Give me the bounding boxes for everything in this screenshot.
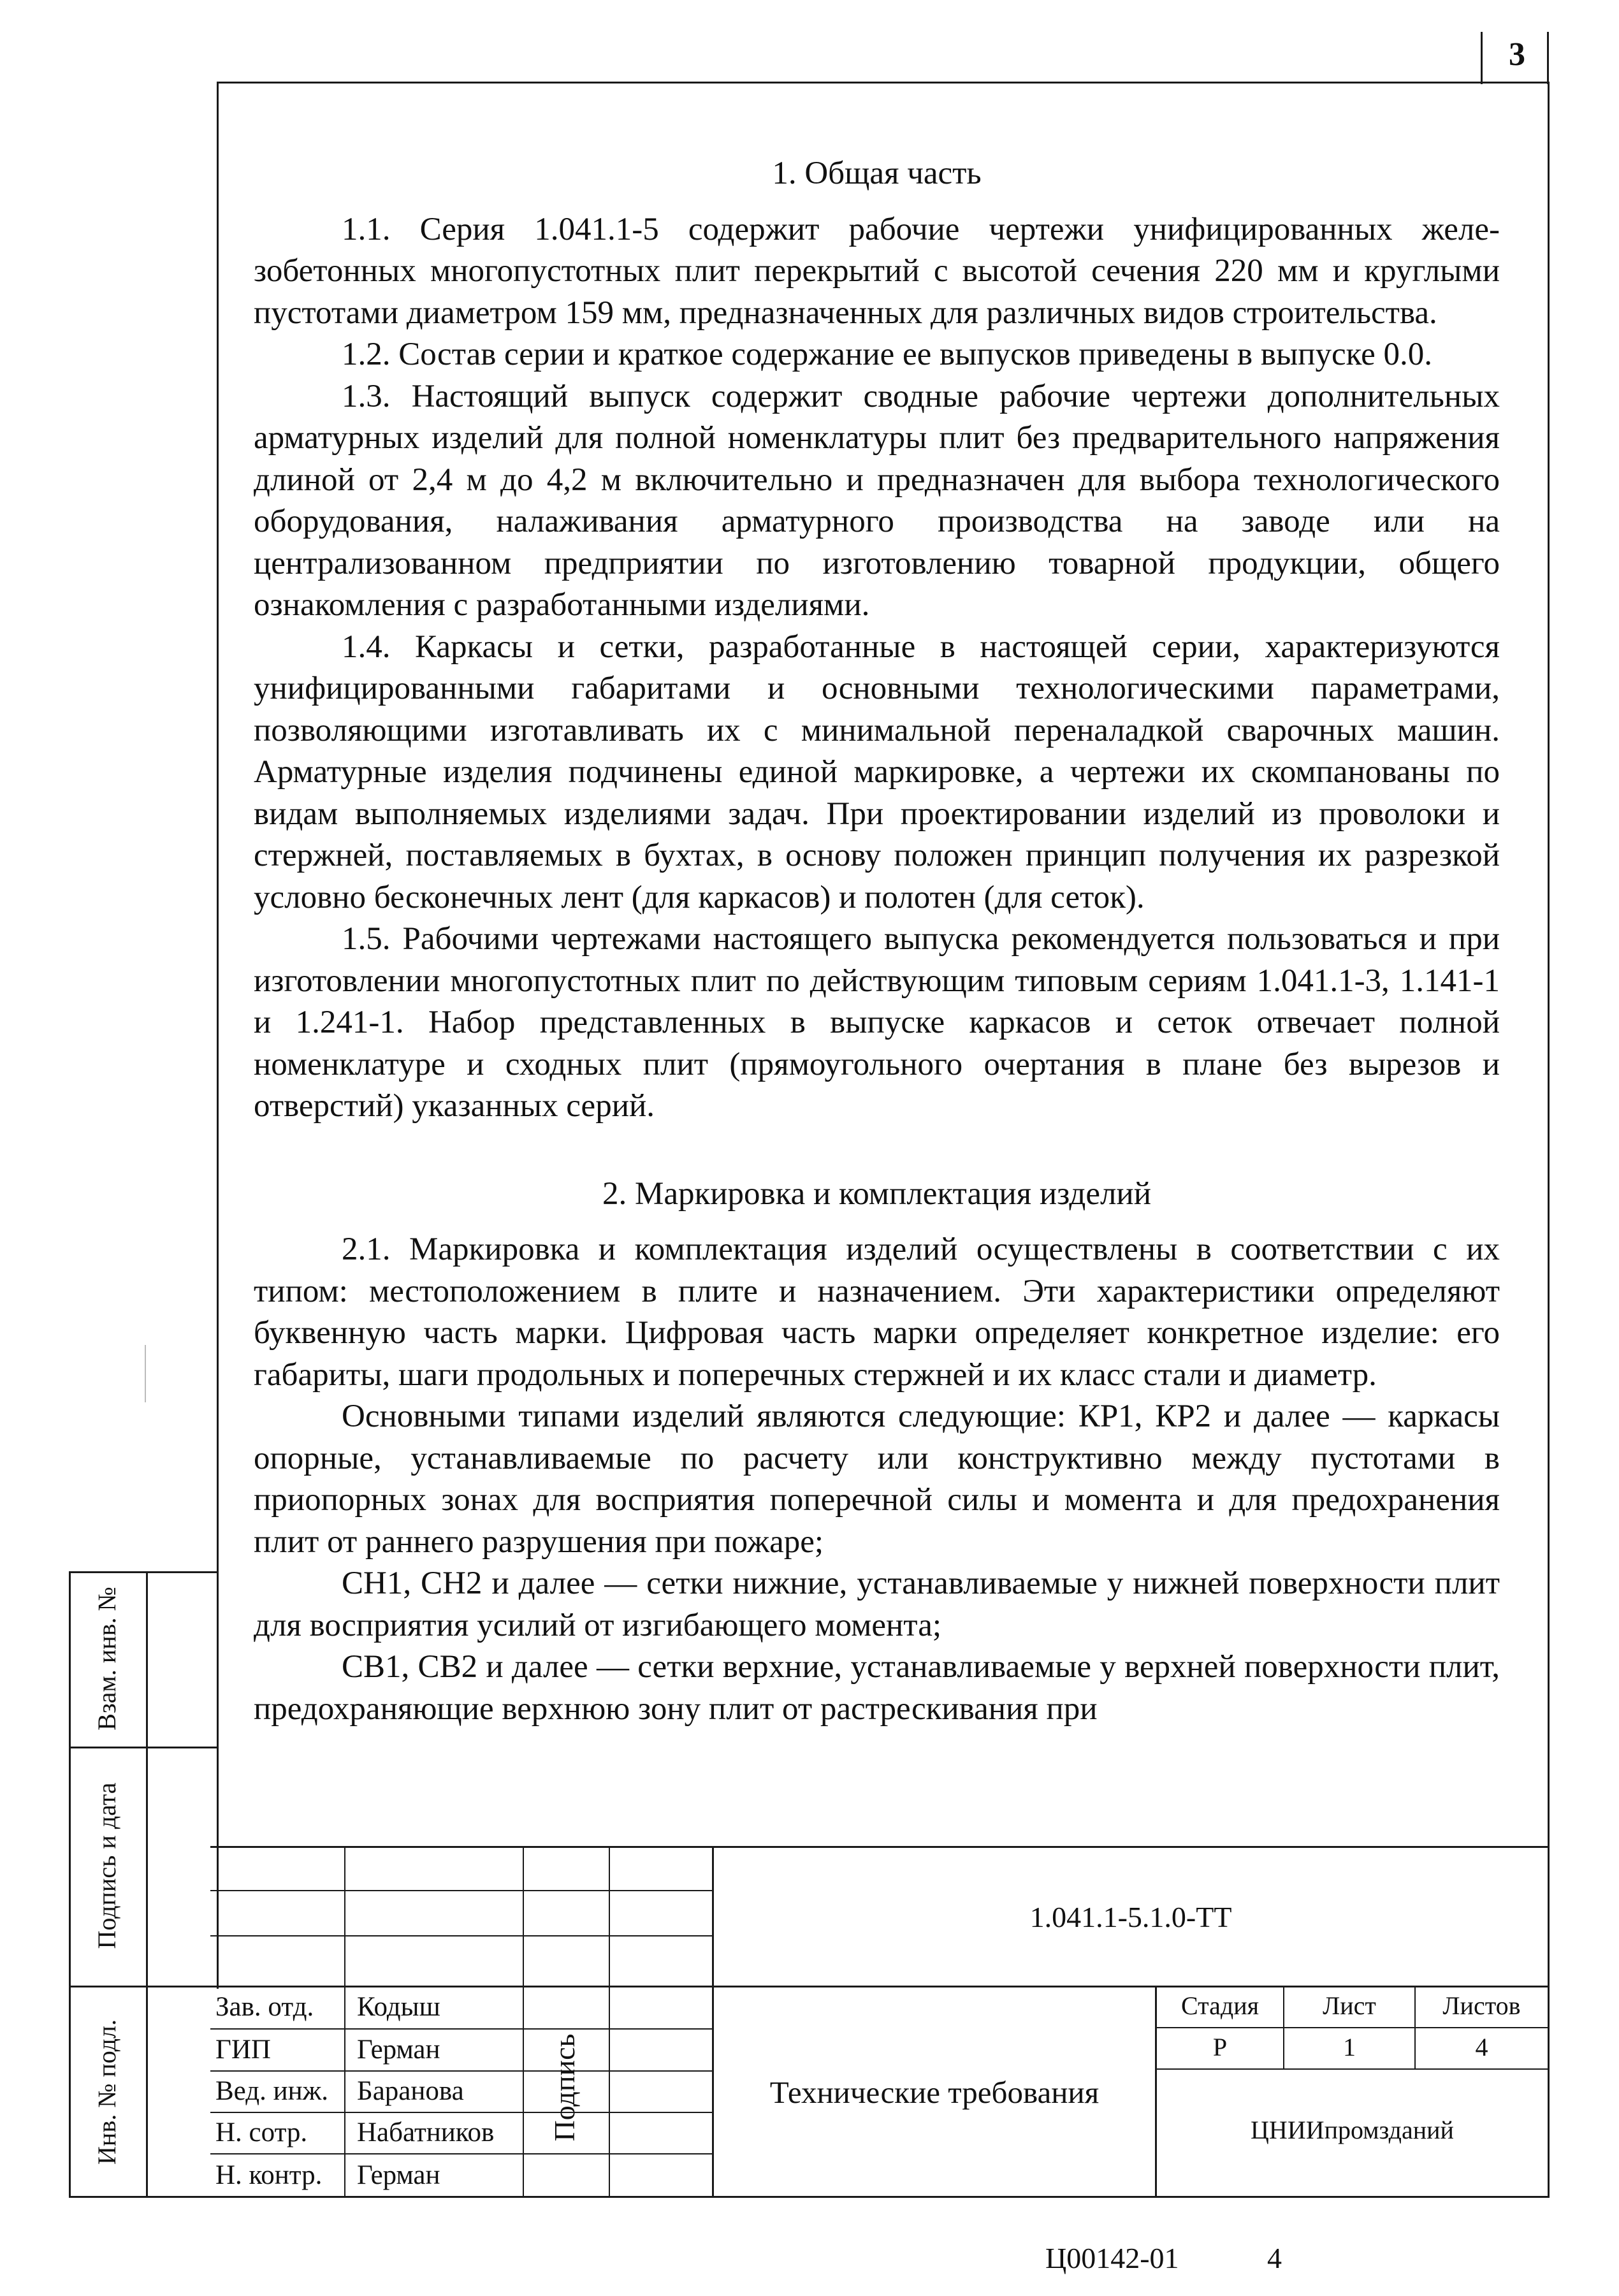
name-kodysh: Кодыш: [357, 1992, 440, 2022]
tb-line: [210, 2112, 712, 2113]
name-nabatnikov: Набатников: [357, 2118, 495, 2147]
role-zav-otd: Зав. отд.: [215, 1992, 314, 2022]
frame-right-border: [1548, 82, 1550, 2198]
section-1-heading: 1. Общая часть: [772, 156, 982, 191]
paragraph-2-4: СВ1, СВ2 и далее — сетки верхние, устанавливаемые у верхней поверхности плит, предохраняющие верхнюю зону плит от растрескивания при: [254, 1649, 1500, 1727]
document-designation: 1.041.1-5.1.0-ТТ: [1029, 1901, 1232, 1933]
paragraph-1-3: 1.3. Настоящий выпуск содержит сводные рабочие чертежи дополнительных арматурных изделий для полной номенклатуры плит без предварительного напряжения длиной от 2,4 м до 4,2 м включительно и предназначен для выбора технологического оборудования, налаживания арматурного производства на заводе или на централизованном предприятии по изготовлению товарной продукции, общего ознакомления с разработанными изделиями.: [254, 378, 1500, 623]
main-text: [254, 153, 1500, 1730]
organization: ЦНИИпромзданий: [1251, 2116, 1454, 2144]
signature-header: Подпись: [548, 2033, 581, 2142]
paragraph-2-2: Основными типами изделий являются следующие: КР1, КР2 и далее — каркасы опорные, устанавливаемые по расчету или конструктивно между пустотами в приопорных зонах для восприятия поперечной силы и момента и для предохранения плит от раннего разрушения при пожаре;: [254, 1399, 1500, 1560]
stamp-divider: [69, 1986, 218, 1987]
paragraph-2-3: СН1, СН2 и далее — сетки нижние, устанавливаемые у нижней поверхности плит для восприятия усилий от изгибающего момента;: [254, 1566, 1500, 1643]
tb-line: [210, 1935, 712, 1936]
tb-line: [1155, 2068, 1550, 2070]
stamp-top-line: [69, 1571, 218, 1573]
tb-line: [210, 1986, 1550, 1987]
sheet-value: 1: [1343, 2033, 1356, 2061]
scan-mark: [145, 1345, 146, 1402]
section-2-heading: 2. Маркировка и комплектация изделий: [602, 1175, 1152, 1212]
tb-line: [210, 1890, 712, 1891]
paragraph-1-4: 1.4. Каркасы и сетки, разработанные в настоящей серии, характеризуются унифицированными габаритами и основными технологическими параметрами, позволяющими изготавливать их с минимальной переналадкой сварочных машин. Арматурные изделия подчинены единой маркировке, а чертежи их скомпанованы по видам выполняемых изделиями задач. При проектировании изделий из проволоки и стержней, поставляемых в бухтах, в основу положен принцип получения их разрезкой условно бесконечных лент (для каркасов) и полотен (для сеток).: [254, 628, 1500, 915]
tb-line: [344, 1846, 345, 2198]
tb-line: [210, 2070, 712, 2072]
stamp-inv-podl: Инв. № подл.: [92, 2019, 121, 2165]
document-title: Технические требования: [769, 2075, 1100, 2110]
stamp-divider: [69, 1747, 218, 1748]
tb-line: [609, 1846, 610, 2198]
role-n-kontr: Н. контр.: [215, 2160, 323, 2190]
stage-value: Р: [1212, 2033, 1228, 2061]
page-number-divider: [1481, 32, 1483, 84]
tb-line: [210, 1846, 1550, 1848]
name-german: Герман: [357, 2035, 440, 2065]
footer-code: Ц00142-01: [1045, 2242, 1179, 2274]
page-number: 3: [1509, 36, 1525, 73]
role-ved-inzh: Вед. инж.: [215, 2076, 329, 2106]
sheets-value: 4: [1475, 2033, 1488, 2061]
frame-left-border: [217, 82, 219, 1989]
footer-number: 4: [1267, 2242, 1282, 2274]
stamp-inner-line: [146, 1571, 148, 2198]
tb-line: [210, 2153, 712, 2154]
page-number-divider: [1547, 32, 1549, 84]
paragraph-1-5: 1.5. Рабочими чертежами настоящего выпуска рекомендуется пользоваться и при изготовлении многопустотных плит по действующим типовым сериям 1.041.1-3, 1.141-1 и 1.241-1. Набор представленных в выпуске каркасов и сеток отвечает полной номенклатуре и сходных плит (прямоугольного очертания в плане без вырезов и отверстий) указанных серий.: [254, 921, 1500, 1124]
sheet-label: Лист: [1323, 1991, 1376, 2020]
stamp-podpis-data: Подпись и дата: [92, 1782, 121, 1949]
name-german-2: Герман: [357, 2160, 440, 2190]
paragraph-1-1: 1.1. Серия 1.041.1-5 содержит рабочие чертежи унифицированных железобетонных многопустотных плит перекрытий с высотой сечения 220 мм и круглыми пустотами диаметром 159 мм, предназначенных для различных видов строительства.: [254, 211, 1500, 331]
tb-line: [210, 2028, 712, 2030]
name-baranova: Баранова: [357, 2076, 464, 2106]
stamp-outer-line: [69, 1571, 71, 2198]
tb-line: [712, 1846, 714, 2198]
stage-label: Стадия: [1180, 1991, 1260, 2020]
frame-bottom-border: [69, 2196, 1550, 2198]
frame-top-border: [217, 82, 1550, 84]
role-n-sotr: Н. сотр.: [215, 2118, 308, 2147]
paragraph-2-1: 2.1. Маркировка и комплектация изделий осуществлены в соответствии с их типом: местоположением в плите и назначением. Эти характеристики определяют буквенную часть марки. Цифровая часть марки определяет конкретное изделие: его габариты, шаги продольных и поперечных стержней и их класс стали и диаметр.: [254, 1232, 1500, 1393]
role-gip: ГИП: [215, 2035, 271, 2065]
tb-line: [523, 1846, 524, 2198]
sheets-label: Листов: [1442, 1991, 1521, 2020]
stamp-vzam-inv: Взам. инв. №: [92, 1587, 121, 1731]
paragraph-1-2: 1.2. Состав серии и краткое содержание ее выпусков приведены в выпуске 0.0.: [342, 337, 1433, 372]
tb-line: [1155, 2027, 1550, 2028]
